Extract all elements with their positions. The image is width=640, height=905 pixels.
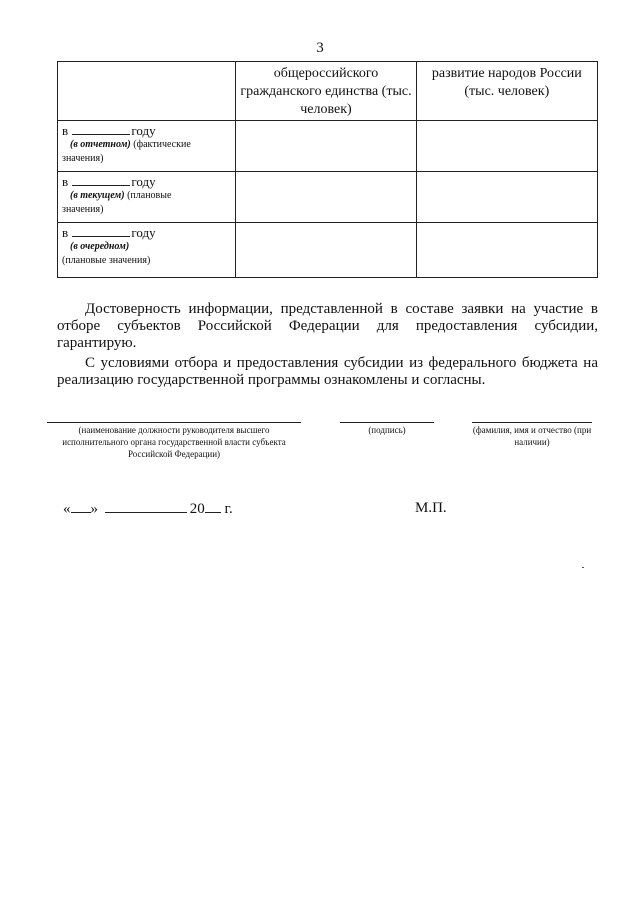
table-row	[58, 223, 598, 278]
cell-civic-unity-reporting	[236, 121, 416, 172]
cell-civic-unity-next	[236, 223, 416, 278]
year-blank	[72, 174, 130, 186]
row-note: (в очередном)	[70, 241, 130, 252]
row-note: (в текущем) (плановые	[70, 190, 172, 201]
position-caption: (наименование должности руководителя высшего исполнительного органа государственной власти субъекта Российской Федерации)	[62, 425, 286, 459]
signature-line	[340, 422, 434, 423]
row-label-next	[58, 223, 236, 278]
year-blank	[205, 500, 221, 513]
cell-peoples-development-current	[416, 172, 597, 223]
table-header-empty	[58, 62, 236, 121]
reliability-statement: Достоверность информации, представленной в составе заявки на участие в отборе субъектов Российской Федерации для предоставления субсидии, гарантирую.	[57, 301, 598, 351]
table-header-civic-unity: общероссийского гражданского единства (тыс. человек)	[236, 62, 416, 121]
cell-peoples-development-reporting	[416, 121, 597, 172]
year-line: в году	[62, 174, 156, 189]
table-row	[58, 121, 598, 172]
row-label-reporting	[58, 121, 236, 172]
row-note-continuation: значения)	[62, 153, 104, 164]
indicators-table	[57, 61, 598, 278]
table-header-row	[58, 62, 598, 121]
row-note: (в отчетном) (фактические	[70, 139, 191, 150]
row-note-continuation: значения)	[62, 204, 104, 215]
conditions-statement: С условиями отбора и предоставления субсидии из федерального бюджета на реализацию государственной программы ознакомлены и согласны.	[57, 355, 598, 388]
scan-speck	[582, 567, 584, 568]
year-blank	[72, 123, 130, 135]
cell-peoples-development-next	[416, 223, 597, 278]
stamp-place: М.П.	[415, 500, 447, 516]
name-caption: (фамилия, имя и отчество (при наличии)	[472, 425, 592, 447]
year-line: в году	[62, 225, 156, 240]
year-blank	[72, 225, 130, 237]
row-note-continuation: (плановые значения)	[62, 255, 151, 266]
year-line: в году	[62, 123, 156, 138]
signature-caption: (подпись)	[368, 425, 406, 435]
month-blank	[105, 500, 187, 513]
name-signature-line	[472, 422, 592, 423]
position-signature-line	[47, 422, 301, 423]
table-row	[58, 172, 598, 223]
day-blank	[71, 500, 91, 513]
cell-civic-unity-current	[236, 172, 416, 223]
table-header-peoples-development: развитие народов России (тыс. человек)	[416, 62, 597, 121]
row-label-current	[58, 172, 236, 223]
page-number: 3	[316, 40, 324, 56]
date-line: « » 20 г.	[63, 501, 233, 517]
